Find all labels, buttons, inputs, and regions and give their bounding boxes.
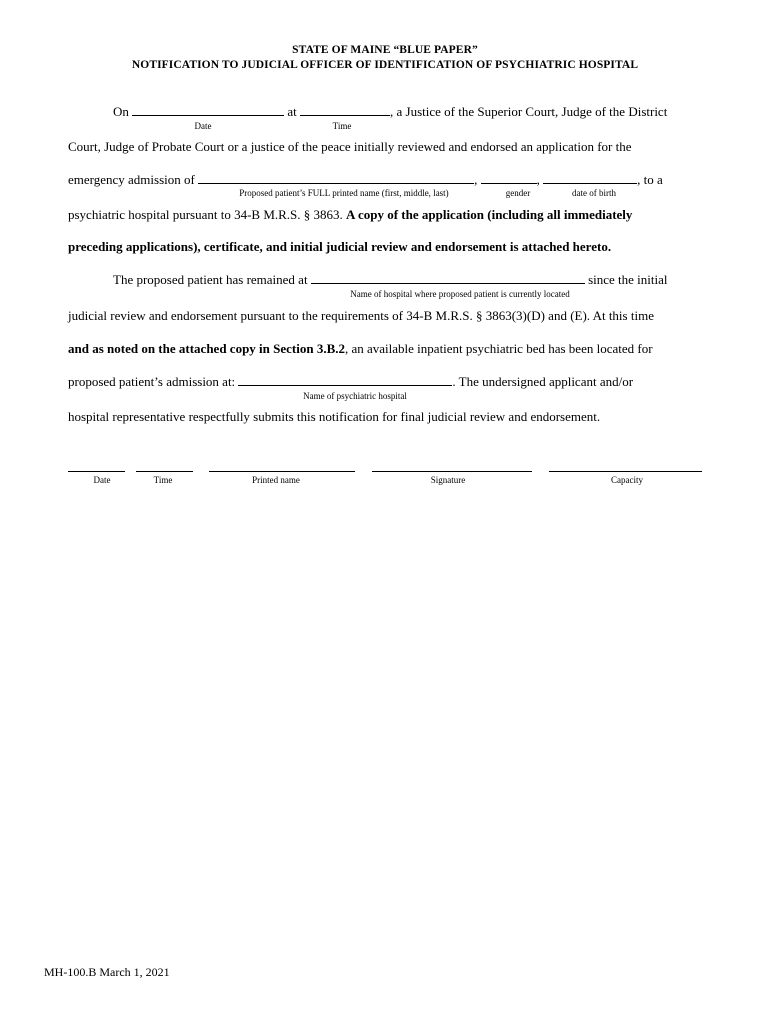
para1-line2: Court, Judge of Probate Court or a justice of the peace initially reviewed and endorsed an application for the <box>68 139 632 154</box>
undersigned-text: . The undersigned applicant and/or <box>452 374 634 389</box>
document-title: STATE OF MAINE “BLUE PAPER” <box>292 44 478 56</box>
since-initial-text: since the initial <box>584 272 668 287</box>
para1-line5: preceding applications), certificate, and initial judicial review and endorsement is attached hereto. <box>68 239 612 254</box>
form-id: MH-100.B March 1, 2021 <box>44 965 170 979</box>
para2-line4 <box>68 374 633 390</box>
copy-attached-text: A copy of the application (including all immediately <box>346 207 633 222</box>
gender-caption: gender <box>505 188 531 198</box>
remained-at-text: The proposed patient has remained at <box>113 272 308 287</box>
sig-capacity-caption: Capacity <box>611 475 643 485</box>
para1-line4 <box>68 207 632 223</box>
psychiatric-hospital-caption: Name of psychiatric hospital <box>303 391 407 401</box>
comma: , <box>474 172 478 187</box>
sig-date-field[interactable] <box>68 470 125 472</box>
bed-located-text: , an available inpatient psychiatric bed has been located for <box>345 341 653 356</box>
sig-capacity-field[interactable] <box>549 470 702 472</box>
patient-name-field[interactable] <box>198 172 474 184</box>
sig-signature-caption: Signature <box>430 475 466 485</box>
emergency-admission-text: emergency admission of <box>68 172 195 187</box>
para2-line1 <box>113 272 668 288</box>
dob-field[interactable] <box>543 172 637 184</box>
psychiatric-hospital-field[interactable] <box>238 374 452 386</box>
on-text: On <box>113 104 129 119</box>
at-text: at <box>287 104 297 119</box>
para1-line3 <box>68 172 663 188</box>
para1-line1 <box>113 104 667 120</box>
sig-signature-field[interactable] <box>372 470 532 472</box>
gender-field[interactable] <box>481 172 537 184</box>
para2-line3 <box>68 341 653 357</box>
current-hospital-caption: Name of hospital where proposed patient is currently located <box>350 289 570 299</box>
comma: , <box>536 172 540 187</box>
section-note-text: and as noted on the attached copy in Section 3.B.2 <box>68 341 345 356</box>
dob-caption: date of birth <box>572 188 616 198</box>
sig-time-caption: Time <box>153 475 173 485</box>
time-caption: Time <box>332 121 352 131</box>
document-subtitle: NOTIFICATION TO JUDICIAL OFFICER OF IDENTIFICATION OF PSYCHIATRIC HOSPITAL <box>131 59 639 71</box>
para2-line2: judicial review and endorsement pursuant to the requirements of 34-B M.R.S. § 3863(3)(D) and (E). At this time <box>68 308 654 323</box>
current-hospital-field[interactable] <box>311 272 585 284</box>
sig-time-field[interactable] <box>136 470 193 472</box>
sig-printed-name-field[interactable] <box>209 470 355 472</box>
sig-printed-name-caption: Printed name <box>252 475 300 485</box>
date-caption: Date <box>194 121 212 131</box>
justice-text: , a Justice of the Superior Court, Judge of the District <box>390 104 668 119</box>
para2-line5: hospital representative respectfully submits this notification for final judicial review and endorsement. <box>68 409 601 424</box>
admission-at-text: proposed patient’s admission at: <box>68 374 236 389</box>
sig-date-caption: Date <box>93 475 111 485</box>
statute-text: psychiatric hospital pursuant to 34-B M.R.S. § 3863. <box>68 207 347 222</box>
time-field[interactable] <box>300 104 390 116</box>
to-a-text: , to a <box>637 172 663 187</box>
date-field[interactable] <box>132 104 284 116</box>
patient-name-caption: Proposed patient’s FULL printed name (first, middle, last) <box>239 188 449 198</box>
